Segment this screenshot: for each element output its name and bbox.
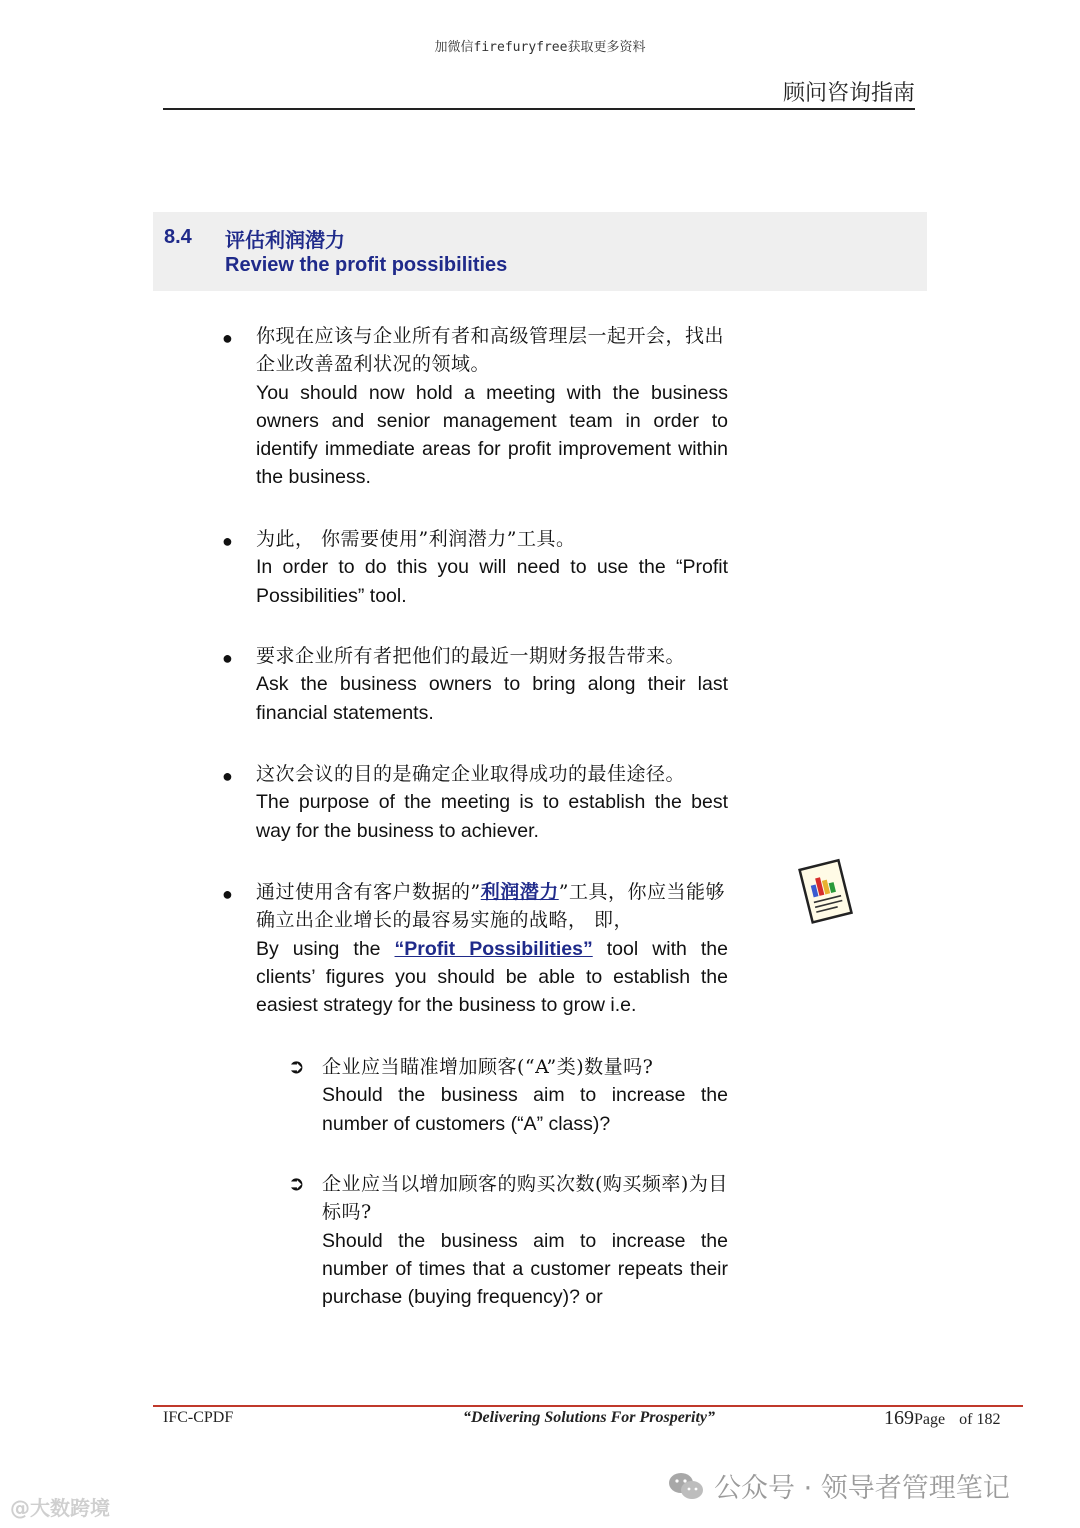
list-item-en: In order to do this you will need to use the “Profit Possibilities” tool. [256, 556, 728, 607]
list-item-cn: 你现在应该与企业所有者和高级管理层一起开会，找出企业改善盈利状况的领域。 [256, 325, 725, 376]
list-item [256, 642, 728, 727]
list-item [322, 1170, 728, 1311]
list-item-en: Should the business aim to increase the number of customers (“A” class)? [322, 1084, 728, 1135]
list-item [256, 525, 728, 610]
list-item-cn: 要求企业所有者把他们的最近一期财务报告带来。 [256, 645, 686, 667]
list-item-en [256, 935, 728, 1020]
list-item-cn [256, 878, 728, 935]
footer-code: IFC-CPDF [163, 1409, 234, 1426]
text-span: By using the [256, 937, 395, 960]
page-number: 169 [884, 1407, 914, 1429]
bullet-marker: ● [222, 648, 233, 668]
wechat-icon [668, 1471, 704, 1501]
list-item-en: The purpose of the meeting is to establish the best way for the business to achiever. [256, 791, 728, 842]
page-label: Page [914, 1411, 946, 1428]
section-title-cn: 评估利润潜力 [225, 228, 345, 252]
bullet-marker: ● [222, 766, 233, 786]
text-span: tool with the clients’ figures you should be able to establish the easiest strategy for the business to grow i.e. [256, 937, 728, 1017]
list-item-cn: 这次会议的目的是确定企业取得成功的最佳途径。 [256, 763, 686, 785]
report-document-icon [796, 858, 858, 928]
text-span: ”工具，你应当能够确立出企业增长的最容易实施的战略， 即， [256, 881, 725, 932]
profit-possibilities-link-cn[interactable]: 利润潜力 [480, 881, 559, 903]
list-item-en: You should now hold a meeting with the business owners and senior management team in order to identify immediate areas for profit improvement within the business. [256, 381, 728, 489]
bullet-marker: ● [222, 531, 233, 551]
bullet-marker: ● [222, 884, 233, 904]
header-divider [163, 108, 915, 110]
profit-possibilities-link[interactable]: “Profit Possibilities” [394, 937, 593, 960]
account-name: 公众号 · 领导者管理笔记 [714, 1473, 1010, 1504]
watermark-top-text: 加微信firefuryfree获取更多资料 [434, 40, 646, 55]
account-watermark [668, 1466, 1010, 1505]
footer-tagline: “Delivering Solutions For Prosperity” [463, 1409, 716, 1426]
list-item [256, 878, 728, 1019]
list-item [256, 760, 728, 845]
list-item-en: Should the business aim to increase the number of times that a customer repeats their purchase (buying frequency)? or [322, 1229, 728, 1309]
list-item [322, 1053, 728, 1138]
section-title-en: Review the profit possibilities [225, 254, 508, 276]
list-item-cn: 为此， 你需要使用”利润潜力”工具。 [256, 528, 576, 550]
section-number: 8.4 [164, 226, 192, 248]
list-item [256, 322, 728, 492]
page-total: of 182 [959, 1411, 1001, 1428]
page-indicator [884, 1407, 1000, 1430]
arrow-bullet-icon: ➲ [288, 1173, 305, 1195]
bullet-marker: ● [222, 328, 233, 348]
header-title: 顾问咨询指南 [782, 81, 915, 106]
corner-watermark: @大数跨境 [10, 1496, 110, 1520]
list-item-cn: 企业应当瞄准增加顾客(“A”类)数量吗? [322, 1056, 654, 1078]
text-span: 通过使用含有客户数据的” [256, 881, 481, 903]
list-item-en: Ask the business owners to bring along their last financial statements. [256, 673, 728, 724]
arrow-bullet-icon: ➲ [288, 1056, 305, 1078]
list-item-cn: 企业应当以增加顾客的购买次数(购买频率)为目标吗? [322, 1173, 728, 1224]
